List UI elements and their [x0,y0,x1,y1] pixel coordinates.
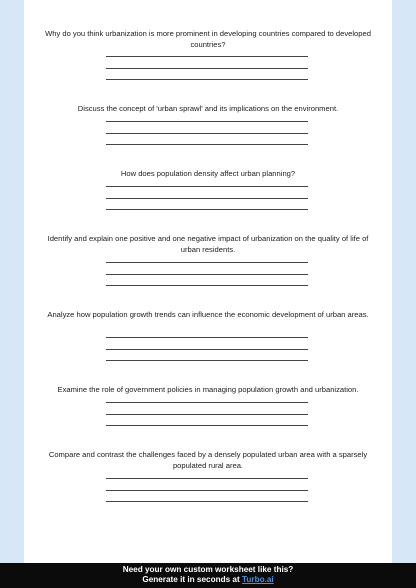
answer-line[interactable] [106,425,308,426]
answer-lines-2[interactable] [106,121,308,156]
answer-line[interactable] [106,337,308,338]
answer-line[interactable] [106,274,308,275]
question-5: Analyze how population growth trends can influence the economic development of urban areas. [47,310,369,319]
question-1: Why do you think urbanization is more prominent in developing countries compared to developed countries? [45,29,371,49]
answer-lines-1[interactable] [106,56,308,91]
answer-line[interactable] [106,414,308,415]
answer-lines-4[interactable] [106,262,308,297]
answer-line[interactable] [106,144,308,145]
answer-line[interactable] [106,186,308,187]
answer-line[interactable] [106,478,308,479]
answer-line[interactable] [106,133,308,134]
question-3: How does population density affect urban planning? [120,169,296,178]
answer-line[interactable] [106,349,308,350]
answer-line[interactable] [106,262,308,263]
answer-line[interactable] [106,198,308,199]
question-4: Identify and explain one positive and one negative impact of urbanization on the quality of life of urban residents. [47,234,369,254]
answer-lines-3[interactable] [106,186,308,221]
answer-line[interactable] [106,501,308,502]
promo-line-2-text: Generate it in seconds at [142,575,242,584]
answer-line[interactable] [106,79,308,80]
brand-link[interactable]: Turbo.ai [241,575,274,584]
question-7: Compare and contrast the challenges faced by a densely populated urban area with a sparsely populated rural area. [48,450,368,470]
answer-lines-5[interactable] [106,337,308,372]
answer-line[interactable] [106,285,308,286]
question-2: Discuss the concept of 'urban sprawl' and its implications on the environment. [77,104,339,113]
answer-line[interactable] [106,402,308,403]
answer-line[interactable] [106,360,308,361]
answer-line[interactable] [106,56,308,57]
promo-line-1: Need your own custom worksheet like this? [122,564,294,574]
worksheet-page [24,0,392,563]
answer-line[interactable] [106,68,308,69]
answer-line[interactable] [106,490,308,491]
promo-line-2 [0,575,416,586]
answer-line[interactable] [106,209,308,210]
answer-lines-6[interactable] [106,402,308,437]
question-6: Examine the role of government policies in managing population growth and urbanization. [57,385,359,394]
promo-footer [0,563,416,588]
answer-line[interactable] [106,121,308,122]
answer-lines-7[interactable] [106,478,308,513]
